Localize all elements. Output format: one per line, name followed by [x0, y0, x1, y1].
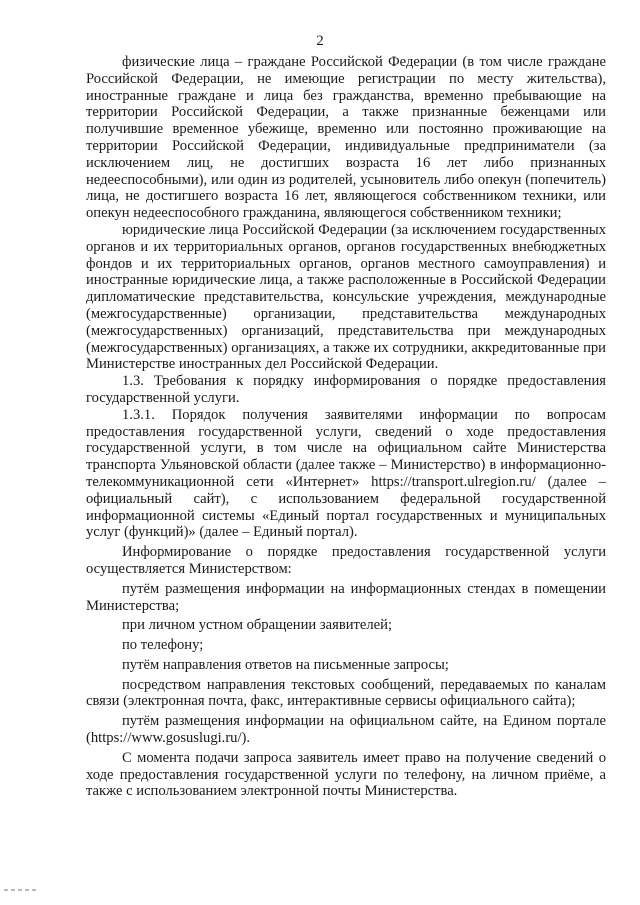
paragraph-1-3-1: 1.3.1. Порядок получения заявителями информации по вопросам предоставления государственной услуги, сведений о ходе предоставления государственной услуги, в том числе на официальном сайте Министерства транспорта Ульяновской области (далее также – Министерство) в информационно-телекоммуникационной сети «Интернет» https://transport.ulregion.ru/ (далее – официальный сайт), с использованием федеральной государственной информационной системы «Единый портал государственных и муниципальных услуг (функций)» (далее – Единый портал). — [86, 406, 606, 541]
paragraph-legal-entities: юридические лица Российской Федерации (за исключением государственных органов и их территориальных органов, органов государственных внебюджетных фондов и их территориальных органов, органов местного самоуправления) и иностранные юридические лица, а также расположенные в Российской Федерации дипломатические представительства, консульские учреждения, международные (межгосударственные) организации, представительства международных (межгосударственных) организаций, представительства при международных (межгосударственных) организациях, а также их сотрудники, аккредитованные при Министерстве иностранных дел Российской Федерации. — [86, 221, 606, 373]
list-item-phone: по телефону; — [122, 637, 204, 654]
list-item-text-messages: посредством направления текстовых сообщений, передаваемых по каналам связи (электронная почта, факс, интерактивные сервисы официального сайта); — [86, 676, 606, 710]
paragraph-informing: Информирование о порядке предоставления государственной услуги осуществляется Министерством: — [86, 544, 606, 577]
list-item-personal-visit: при личном устном обращении заявителей; — [122, 617, 392, 634]
list-item-website: путём размещения информации на официальном сайте, на Едином портале (https://www.gosuslugi.ru/). — [86, 713, 606, 747]
scan-artifact — [4, 889, 38, 891]
paragraph-individuals: физические лица – граждане Российской Федерации (в том числе граждане Российской Федерации, не имеющие регистрации по месту жительства), иностранные граждане и лица без гражданства, временно пребывающие на территории Российской Федерации, а также признанные беженцами или получившие временное убежище, временно или постоянно проживающие на территории Российской Федерации, индивидуальные предприниматели (за исключением лиц, не достигших возраста 16 лет либо признанных недееспособными), или один из родителей, усыновитель либо опекун (попечитель) лица, не достигшего возраста 16 лет, являющегося собственником техники, или опекун недееспособного гражданина, являющегося собственником техники; — [86, 54, 606, 222]
paragraph-status-info: С момента подачи запроса заявитель имеет право на получение сведений о ходе предоставления государственной услуги по телефону, на личном приёме, а также с использованием электронной почты Министерства. — [86, 749, 606, 800]
section-heading-1-3: 1.3. Требования к порядку информирования о порядке предоставления государственной услуги. — [86, 373, 606, 406]
page-number: 2 — [316, 33, 324, 49]
document-body — [86, 54, 606, 800]
list-item-written-requests: путём направления ответов на письменные запросы; — [122, 656, 449, 673]
list-item-stands: путём размещения информации на информационных стендах в помещении Министерства; — [86, 580, 606, 614]
